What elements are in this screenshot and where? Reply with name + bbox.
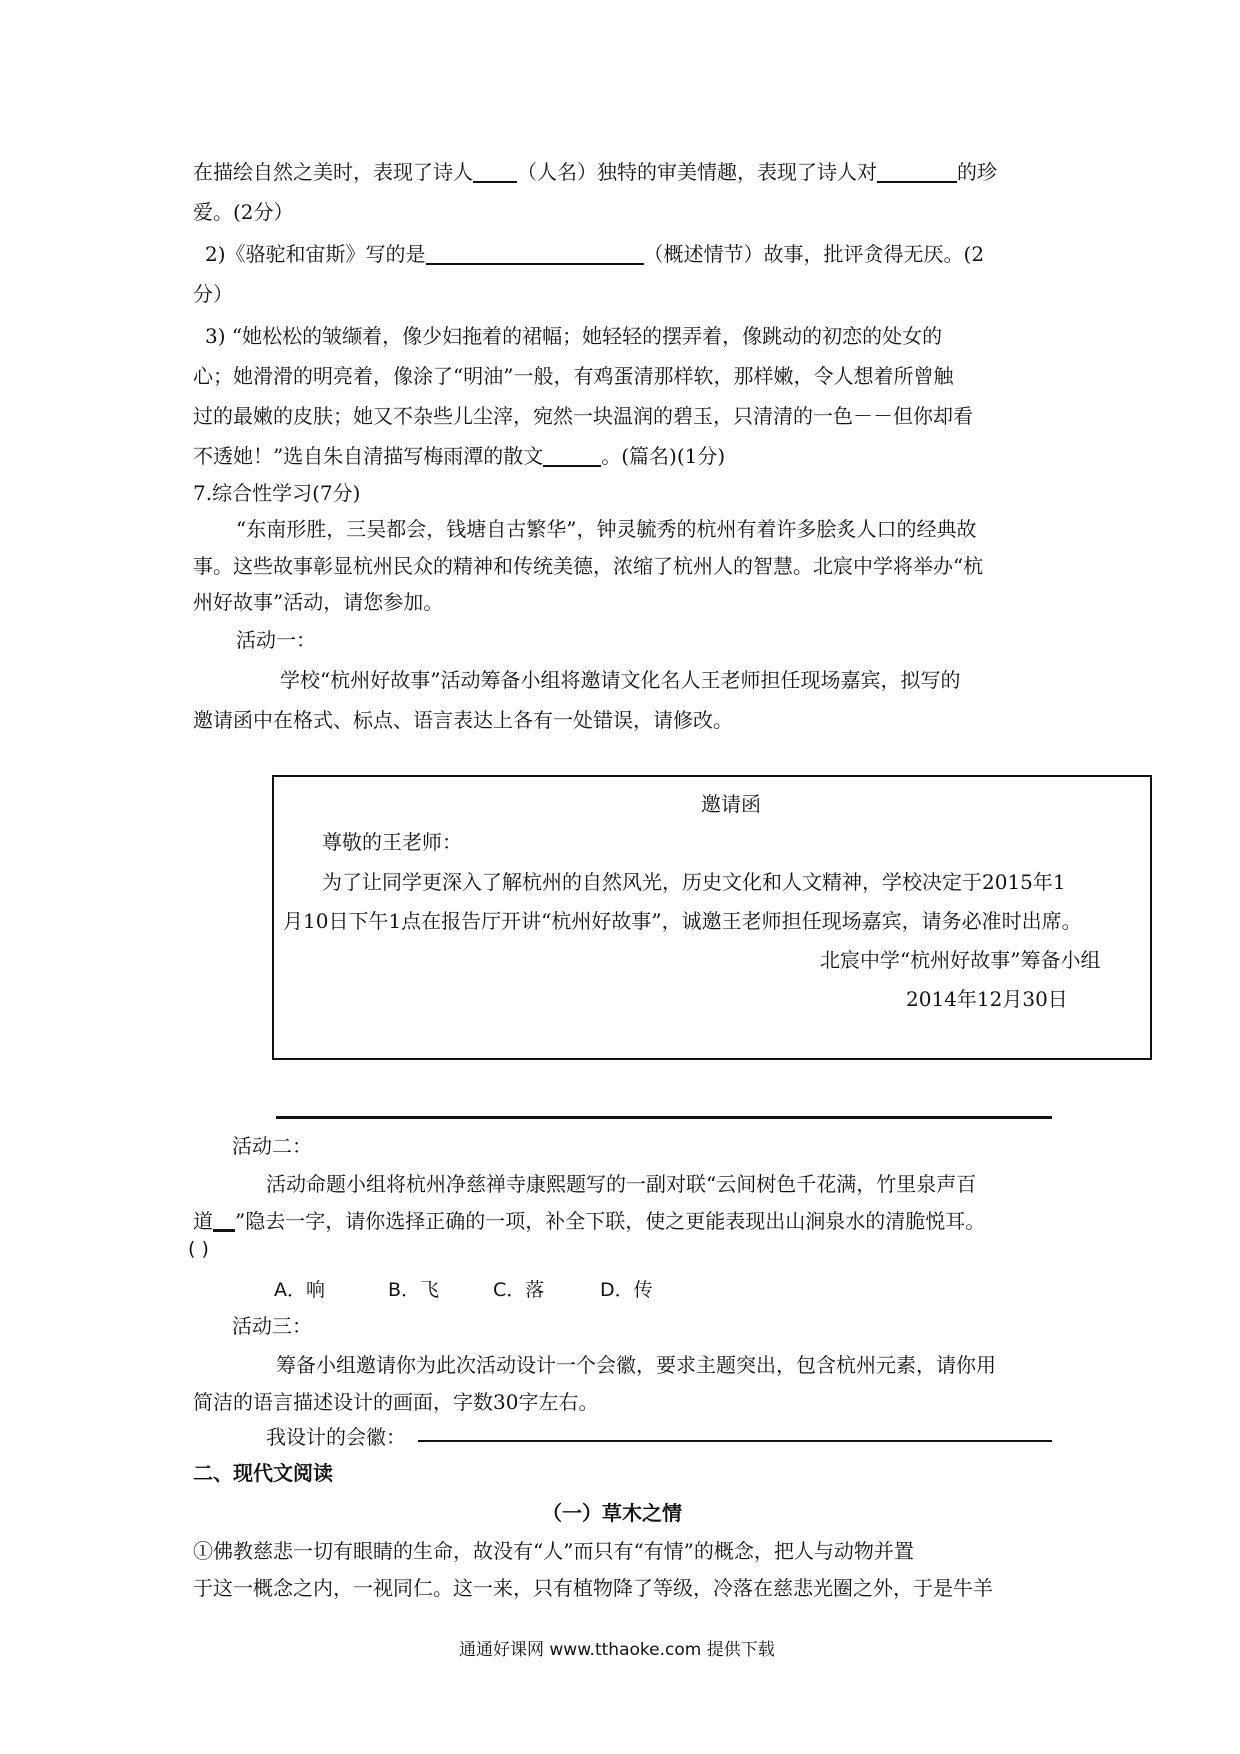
- letter-body-line: 月10日下午1点在报告厅开讲“杭州好故事”，诚邀王老师担任现场嘉宾，请务必准时出席。: [283, 909, 1082, 933]
- activity-2-title: 活动二：: [232, 1134, 312, 1158]
- answer-blank[interactable]: [213, 1205, 235, 1232]
- q6-text: 2)《骆驼和宙斯》写的是: [205, 242, 426, 266]
- option-d[interactable]: D．传: [600, 1279, 653, 1301]
- q6-text: 不透她！”选自朱自清描写梅雨潭的散文: [193, 444, 544, 468]
- answer-parentheses[interactable]: ( ): [188, 1238, 209, 1260]
- option-a[interactable]: A．响: [274, 1279, 325, 1301]
- page-footer: 通通好课网 www.tthaoke.com 提供下载: [459, 1640, 775, 1660]
- section-2-subtitle: （一）草木之情: [542, 1501, 682, 1525]
- answer-blank[interactable]: [426, 239, 644, 265]
- emblem-answer-line[interactable]: [418, 1440, 1052, 1442]
- activity-3-title: 活动三：: [232, 1314, 312, 1338]
- activity-2-text: [193, 1205, 985, 1234]
- activity-2-text-part: 道: [193, 1209, 213, 1233]
- letter-title: 邀请函: [701, 792, 761, 816]
- q6-text: （概述情节）故事，批评贪得无厌。(2: [643, 242, 985, 266]
- q6-line-1: [193, 156, 997, 185]
- q6-line-6: 心；她滑滑的明亮着，像涂了“明油”一般，有鸡蛋清那样软，那样嫩，令人想着所曾触: [193, 364, 954, 388]
- q6-text: 。(篇名)(1分): [601, 444, 726, 468]
- answer-blank[interactable]: [543, 441, 601, 467]
- activity-3-text: 筹备小组邀请你为此次活动设计一个会徽，要求主题突出，包含杭州元素，请你用: [276, 1353, 996, 1377]
- answer-blank[interactable]: [877, 157, 957, 183]
- emblem-answer-label: 我设计的会徽：: [266, 1425, 406, 1449]
- reading-paragraph-line: ①佛教慈悲一切有眼睛的生命，故没有“人”而只有“有情”的概念，把人与动物并置: [193, 1539, 914, 1563]
- letter-date: 2014年12月30日: [906, 987, 1068, 1011]
- activity-2-text-part: ”隐去一字，请你选择正确的一项，补全下联，使之更能表现出山涧泉水的清脆悦耳。: [235, 1209, 986, 1233]
- q6-text: 在描绘自然之美时，表现了诗人: [193, 160, 473, 184]
- q6-line-2: 爱。(2分）: [193, 200, 294, 224]
- activity-1-text: 邀请函中在格式、标点、语言表达上各有一处错误，请修改。: [193, 708, 733, 732]
- option-c[interactable]: C．落: [493, 1279, 545, 1301]
- q6-line-7: 过的最嫩的皮肤；她又不杂些儿尘滓，宛然一块温润的碧玉，只清清的一色－－但你却看: [193, 404, 973, 428]
- q6-line-8: [193, 440, 725, 469]
- q7-title: 7.综合性学习(7分): [193, 481, 361, 505]
- q6-text: （人名）独特的审美情趣，表现了诗人对: [517, 160, 877, 184]
- q6-line-5: 3) “她松松的皱缬着，像少妇拖着的裙幅；她轻轻的摆弄着，像跳动的初恋的处女的: [205, 324, 943, 348]
- correction-answer-line[interactable]: [276, 1116, 1052, 1119]
- letter-body-line: 为了让同学更深入了解杭州的自然风光，历史文化和人文精神，学校决定于2015年1: [322, 870, 1066, 894]
- q7-paragraph-line: 事。这些故事彰显杭州民众的精神和传统美德，浓缩了杭州人的智慧。北宸中学将举办“杭: [193, 554, 984, 578]
- q6-line-3: [205, 238, 984, 267]
- q6-text: 的珍: [957, 160, 997, 184]
- section-2-title: 二、现代文阅读: [193, 1461, 333, 1485]
- reading-paragraph-line: 于这一概念之内，一视同仁。这一来，只有植物降了等级，冷落在慈悲光圈之外，于是牛羊: [193, 1576, 993, 1600]
- q7-paragraph-line: 州好故事”活动，请您参加。: [193, 590, 444, 614]
- activity-1-text: 学校“杭州好故事”活动筹备小组将邀请文化名人王老师担任现场嘉宾，拟写的: [280, 668, 961, 692]
- activity-3-text: 简洁的语言描述设计的画面，字数30字左右。: [193, 1390, 599, 1414]
- q7-paragraph-line: “东南形胜，三吴都会，钱塘自古繁华”，钟灵毓秀的杭州有着许多脍炙人口的经典故: [236, 517, 977, 541]
- option-b[interactable]: B．飞: [388, 1279, 440, 1301]
- activity-2-text: 活动命题小组将杭州净慈禅寺康熙题写的一副对联“云间树色千花满，竹里泉声百: [266, 1172, 977, 1196]
- letter-signer: 北宸中学“杭州好故事”筹备小组: [820, 948, 1101, 972]
- activity-1-title: 活动一：: [236, 628, 316, 652]
- letter-greeting: 尊敬的王老师：: [322, 830, 462, 854]
- q6-line-4: 分）: [193, 282, 233, 306]
- answer-blank[interactable]: [473, 157, 517, 183]
